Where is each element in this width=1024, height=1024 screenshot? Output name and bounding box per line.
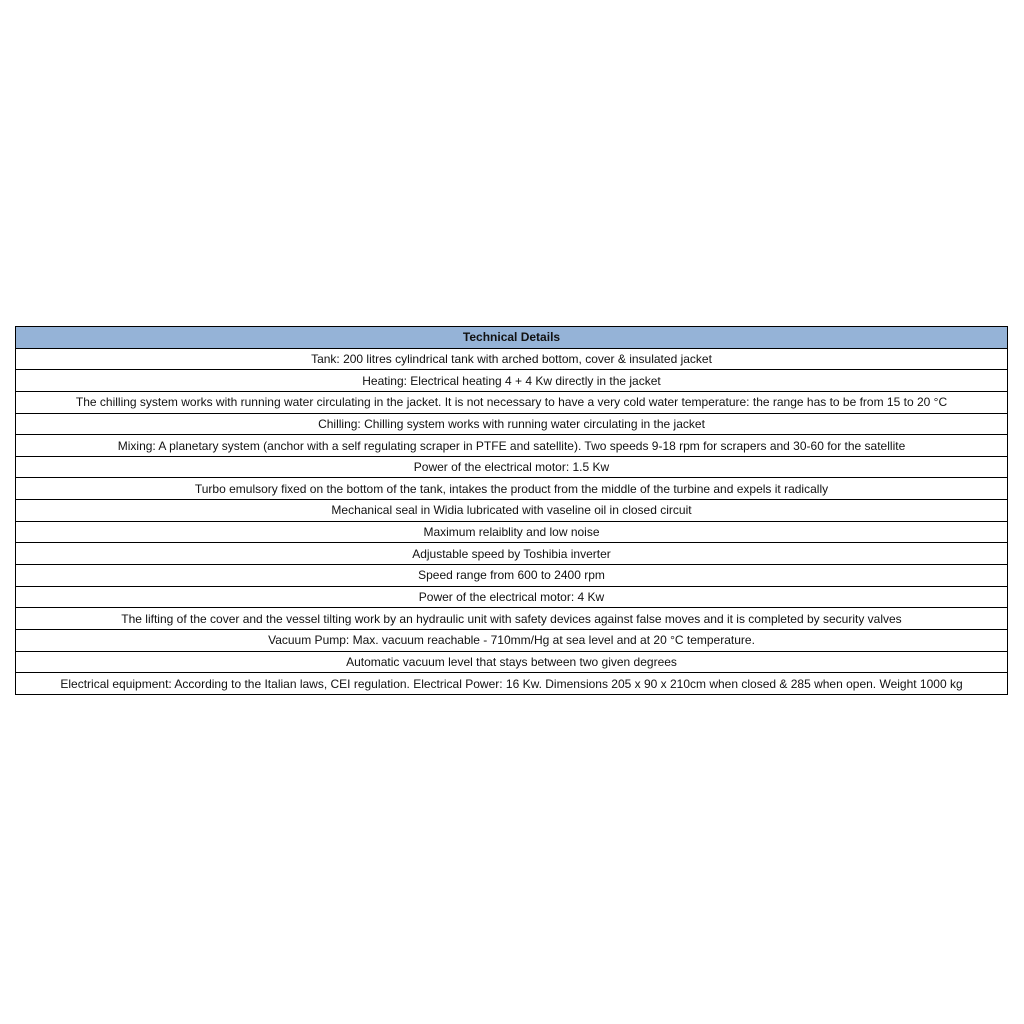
- table-header: Technical Details: [16, 327, 1008, 349]
- table-row: [16, 456, 1008, 478]
- table-cell: The chilling system works with running water circulating in the jacket. It is not necessary to have a very cold water temperature: the range has to be from 15 to 20 °C: [16, 391, 1008, 413]
- table-body: [16, 348, 1008, 694]
- table-cell: Adjustable speed by Toshibia inverter: [16, 543, 1008, 565]
- table-row: [16, 413, 1008, 435]
- table-row: [16, 521, 1008, 543]
- table-row: [16, 673, 1008, 695]
- table-cell: Power of the electrical motor: 1.5 Kw: [16, 456, 1008, 478]
- table-cell: Automatic vacuum level that stays between two given degrees: [16, 651, 1008, 673]
- table-cell: The lifting of the cover and the vessel tilting work by an hydraulic unit with safety devices against false moves and it is completed by security valves: [16, 608, 1008, 630]
- table-cell: Heating: Electrical heating 4 + 4 Kw directly in the jacket: [16, 370, 1008, 392]
- table-cell: Speed range from 600 to 2400 rpm: [16, 565, 1008, 587]
- table-cell: Power of the electrical motor: 4 Kw: [16, 586, 1008, 608]
- table-row: [16, 586, 1008, 608]
- table-cell: Vacuum Pump: Max. vacuum reachable - 710mm/Hg at sea level and at 20 °C temperature.: [16, 629, 1008, 651]
- table-cell: Mixing: A planetary system (anchor with a self regulating scraper in PTFE and satellite). Two speeds 9-18 rpm for scrapers and 30-60 for the satellite: [16, 435, 1008, 457]
- table-row: [16, 651, 1008, 673]
- table-row: [16, 565, 1008, 587]
- table-cell: Turbo emulsory fixed on the bottom of the tank, intakes the product from the middle of the turbine and expels it radically: [16, 478, 1008, 500]
- table-cell: Tank: 200 litres cylindrical tank with arched bottom, cover & insulated jacket: [16, 348, 1008, 370]
- table-header-row: [16, 327, 1008, 349]
- table-cell: Maximum relaiblity and low noise: [16, 521, 1008, 543]
- table-row: [16, 608, 1008, 630]
- table-cell: Chilling: Chilling system works with running water circulating in the jacket: [16, 413, 1008, 435]
- table-cell: Mechanical seal in Widia lubricated with vaseline oil in closed circuit: [16, 500, 1008, 522]
- table-row: [16, 500, 1008, 522]
- table-row: [16, 629, 1008, 651]
- technical-details-table: [15, 326, 1008, 695]
- table-row: [16, 348, 1008, 370]
- table-cell: Electrical equipment: According to the Italian laws, CEI regulation. Electrical Power: 16 Kw. Dimensions 205 x 90 x 210cm when closed & 285 when open. Weight 1000 kg: [16, 673, 1008, 695]
- table-row: [16, 370, 1008, 392]
- table-row: [16, 543, 1008, 565]
- table-row: [16, 391, 1008, 413]
- table-row: [16, 435, 1008, 457]
- table-row: [16, 478, 1008, 500]
